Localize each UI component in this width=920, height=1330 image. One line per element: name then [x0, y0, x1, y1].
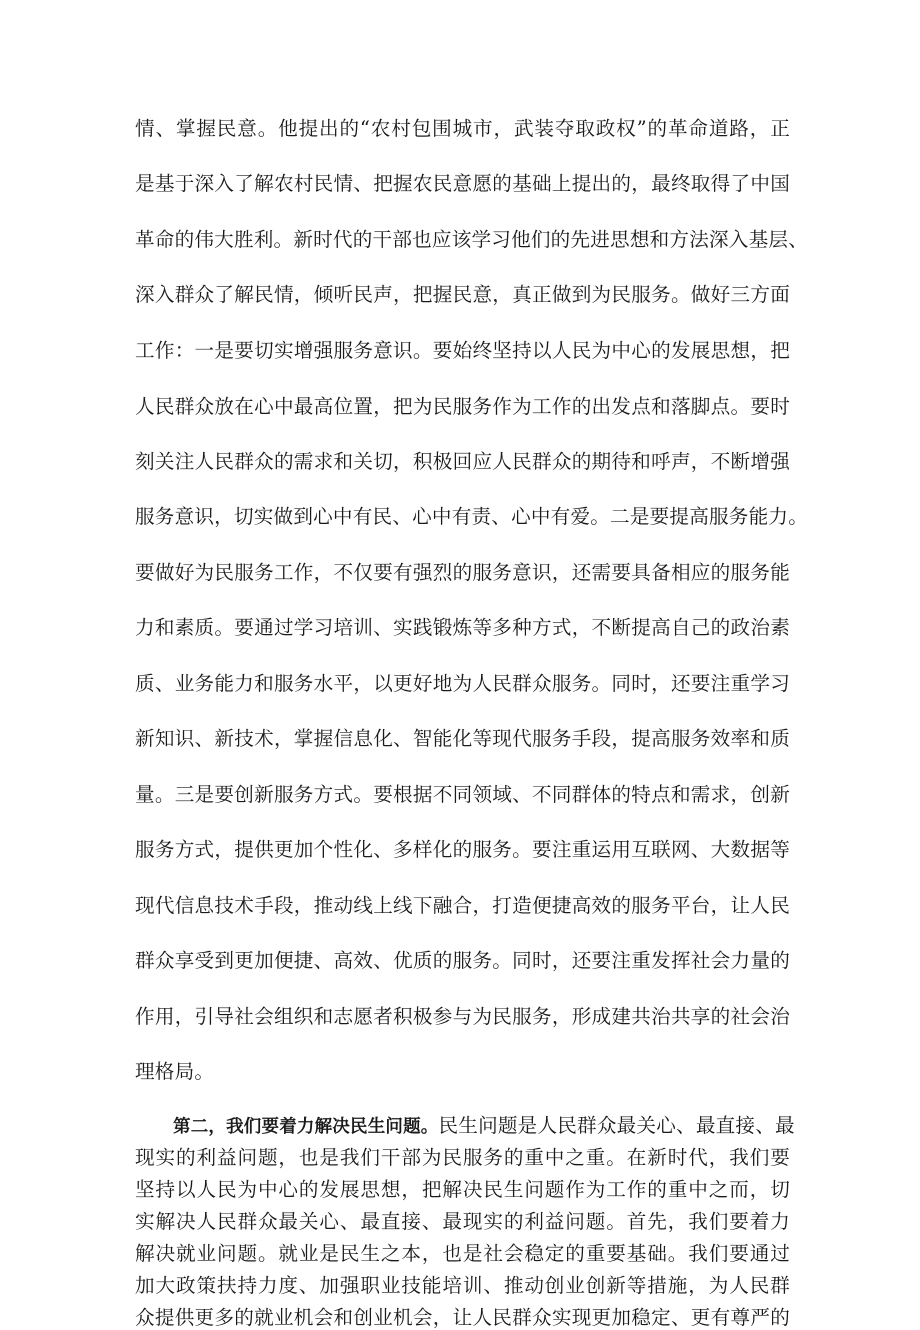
- text-line: 质、业务能力和服务水平，以更好地为人民群众服务。同时，还要注重学习: [135, 672, 790, 695]
- text-line: 加大政策扶持力度、加强职业技能培训、推动创业创新等措施，为人民群: [135, 1274, 790, 1297]
- text-line: 要做好为民服务工作，不仅要有强烈的服务意识，还需要具备相应的服务能: [135, 561, 790, 584]
- text-line: 服务方式，提供更加个性化、多样化的服务。要注重运用互联网、大数据等: [135, 838, 790, 861]
- text-line: 力和素质。要通过学习培训、实践锻炼等多种方式，不断提高自己的政治素: [135, 616, 790, 639]
- text-line: 服务意识，切实做到心中有民、心中有责、心中有爱。二是要提高服务能力。: [135, 505, 808, 528]
- text-line: 群众享受到更加便捷、高效、优质的服务。同时，还要注重发挥社会力量的: [135, 949, 790, 972]
- text-run: 民生问题是人民群众最关心、最直接、最: [438, 1114, 795, 1137]
- text-line: 刻关注人民群众的需求和关切，积极回应人民群众的期待和呼声，不断增强: [135, 450, 790, 473]
- text-line: 现实的利益问题，也是我们干部为民服务的重中之重。在新时代，我们要: [135, 1146, 790, 1169]
- text-line: 量。三是要创新服务方式。要根据不同领域、不同群体的特点和需求，创新: [135, 783, 790, 806]
- text-line: 新知识、新技术，掌握信息化、智能化等现代服务手段，提高服务效率和质: [135, 727, 790, 750]
- text-line: 实解决人民群众最关心、最直接、最现实的利益问题。首先，我们要着力: [135, 1210, 790, 1233]
- text-line: 坚持以人民为中心的发展思想，把解决民生问题作为工作的重中之而，切: [135, 1178, 790, 1201]
- section-heading: 第二，我们要着力解决民生问题。: [173, 1117, 439, 1137]
- text-line: 人民群众放在心中最高位置，把为民服务作为工作的出发点和落脚点。要时: [135, 395, 790, 418]
- text-line: 革命的伟大胜利。新时代的干部也应该学习他们的先进思想和方法深入基层、: [135, 228, 808, 251]
- text-line: 现代信息技术手段，推动线上线下融合，打造便捷高效的服务平台，让人民: [135, 894, 790, 917]
- text-line: 作用，引导社会组织和志愿者积极参与为民服务，形成建共治共享的社会治: [135, 1005, 790, 1028]
- text-line: [173, 1114, 795, 1139]
- text-line: 是基于深入了解农村民情、把握农民意愿的基础上提出的，最终取得了中国: [135, 172, 790, 195]
- text-line: 众提供更多的就业机会和创业机会，让人民群众实现更加稳定、更有尊严的: [135, 1306, 790, 1329]
- text-line: 理格局。: [135, 1060, 215, 1083]
- text-line: 情、掌握民意。他提出的“农村包围城市，武装夺取政权”的革命道路，正: [135, 117, 790, 140]
- text-line: 深入群众了解民情，倾听民声，把握民意，真正做到为民服务。做好三方面: [135, 283, 790, 306]
- text-line: 解决就业问题。就业是民生之本，也是社会稳定的重要基础。我们要通过: [135, 1242, 790, 1265]
- text-line: 工作：一是要切实增强服务意识。要始终坚持以人民为中心的发展思想，把: [135, 339, 790, 362]
